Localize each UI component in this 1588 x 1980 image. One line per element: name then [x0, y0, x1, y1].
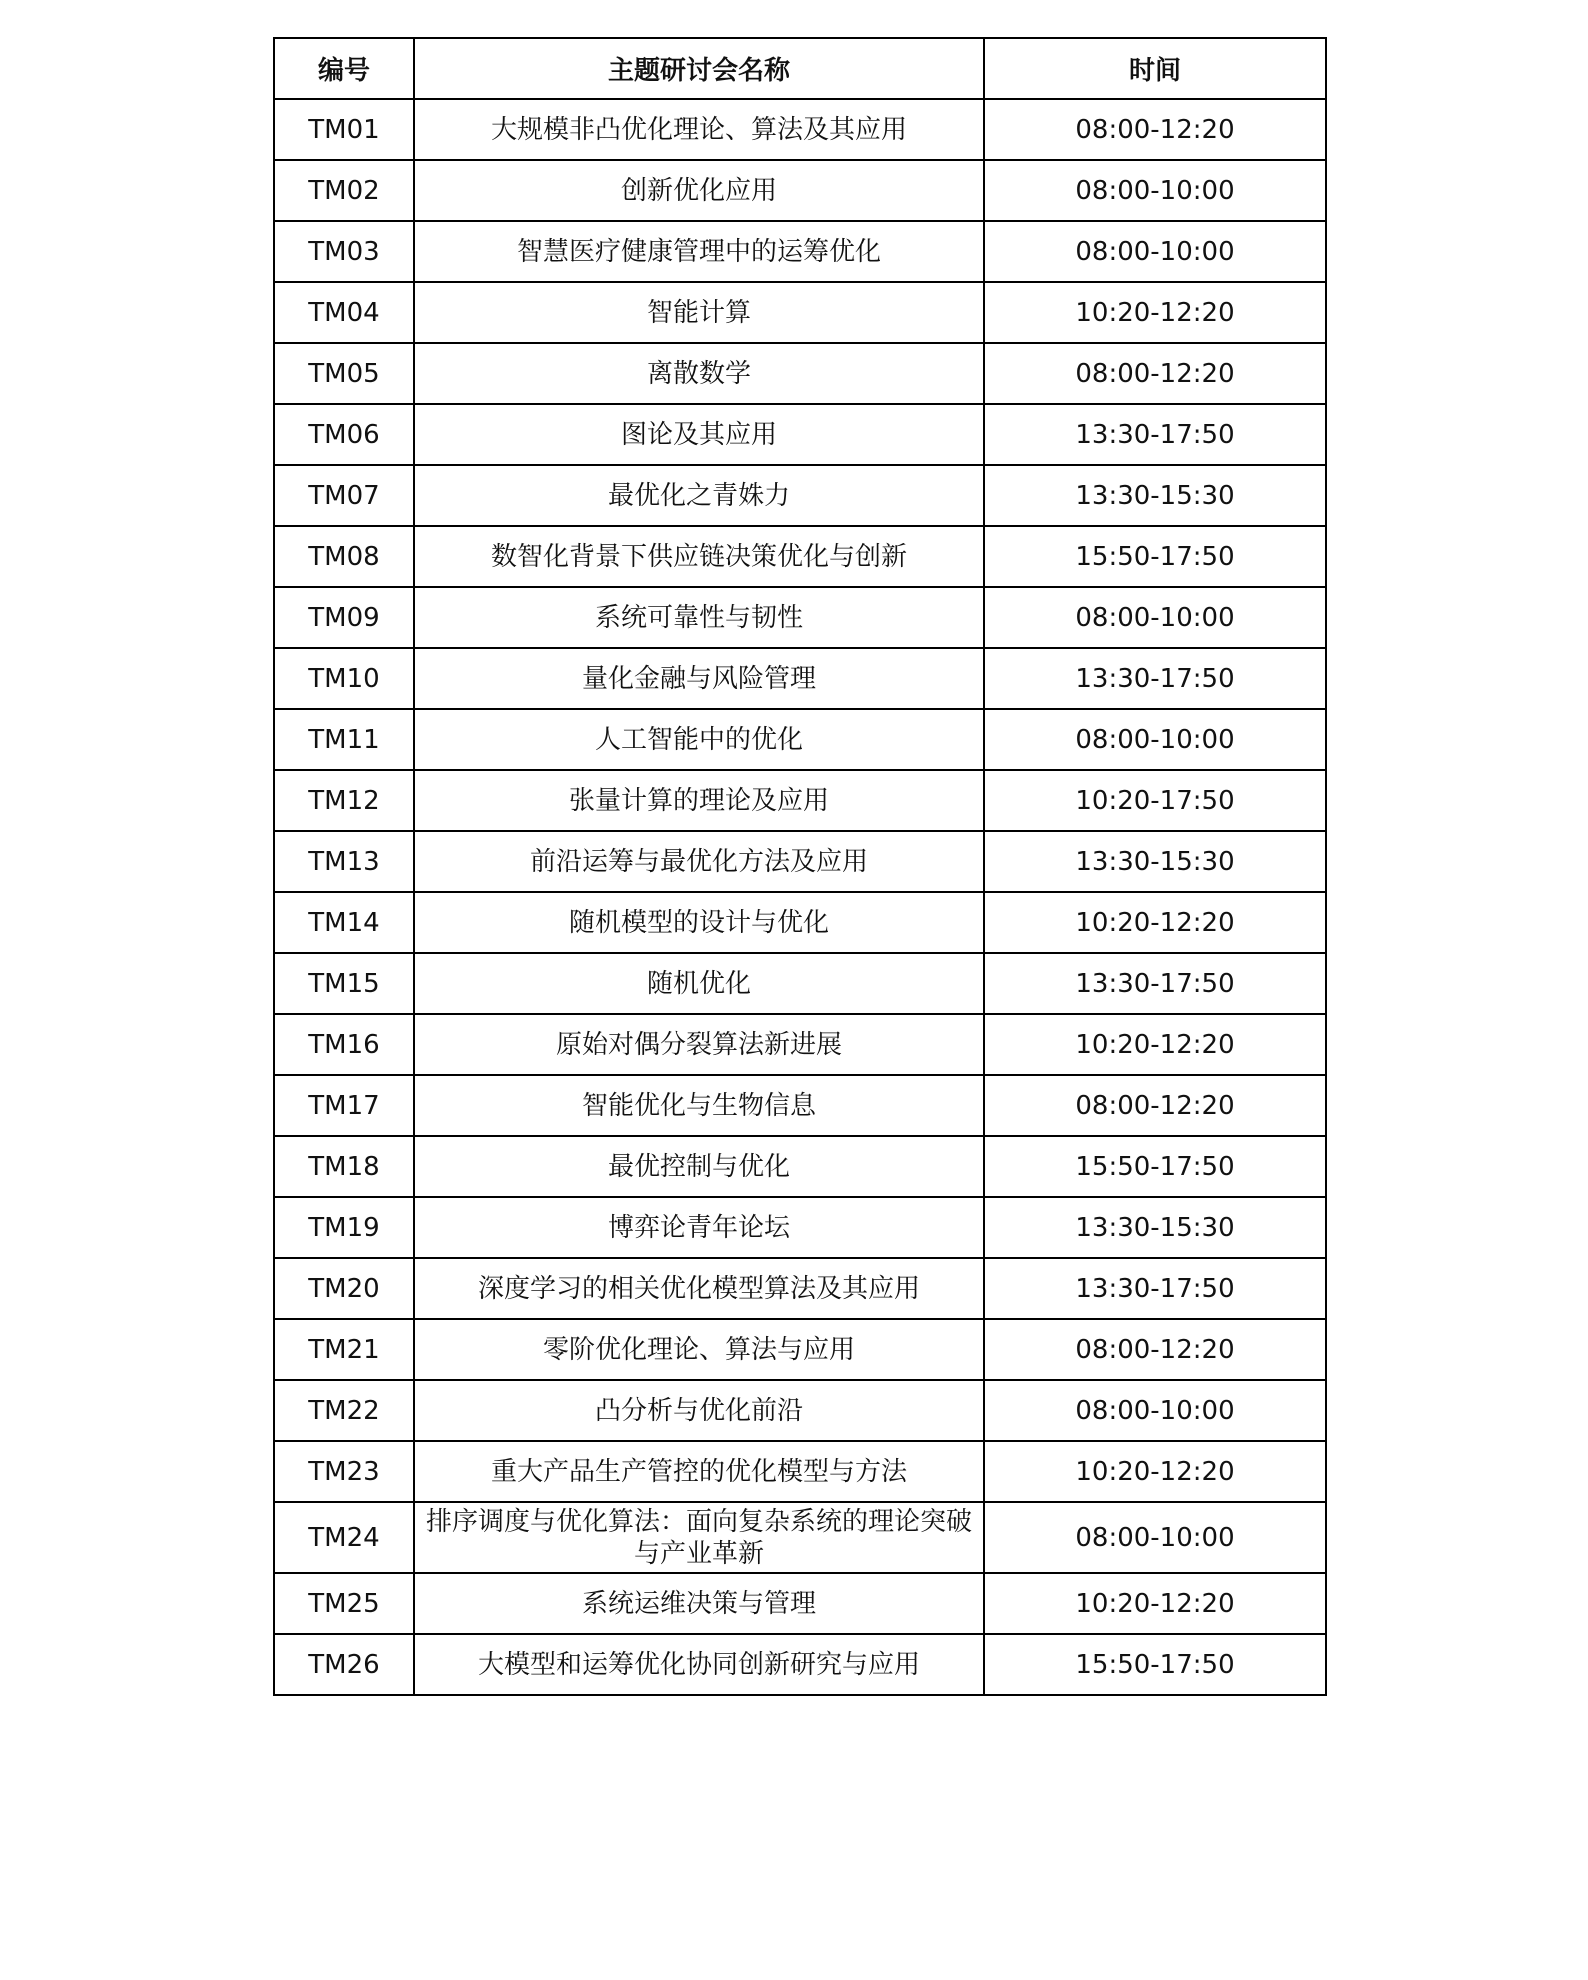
cell-code: TM15	[274, 953, 414, 1014]
cell-code: TM10	[274, 648, 414, 709]
cell-code: TM04	[274, 282, 414, 343]
table-row	[274, 1319, 1326, 1380]
table-row	[274, 221, 1326, 282]
cell-name: 张量计算的理论及应用	[414, 770, 984, 831]
cell-code: TM19	[274, 1197, 414, 1258]
cell-code: TM24	[274, 1502, 414, 1573]
table-row	[274, 1502, 1326, 1573]
cell-time: 08:00-10:00	[984, 1380, 1326, 1441]
cell-time: 08:00-10:00	[984, 709, 1326, 770]
cell-code: TM02	[274, 160, 414, 221]
cell-code: TM14	[274, 892, 414, 953]
table-row	[274, 343, 1326, 404]
cell-code: TM03	[274, 221, 414, 282]
cell-code: TM06	[274, 404, 414, 465]
cell-name: 随机优化	[414, 953, 984, 1014]
cell-name: 深度学习的相关优化模型算法及其应用	[414, 1258, 984, 1319]
table-row	[274, 1258, 1326, 1319]
cell-name: 大规模非凸优化理论、算法及其应用	[414, 99, 984, 160]
cell-name: 前沿运筹与最优化方法及应用	[414, 831, 984, 892]
table-row	[274, 587, 1326, 648]
table-row	[274, 1573, 1326, 1634]
cell-time: 10:20-12:20	[984, 1573, 1326, 1634]
cell-code: TM08	[274, 526, 414, 587]
cell-code: TM17	[274, 1075, 414, 1136]
header-name: 主题研讨会名称	[414, 38, 984, 99]
cell-time: 08:00-10:00	[984, 160, 1326, 221]
cell-time: 10:20-12:20	[984, 282, 1326, 343]
table-row	[274, 892, 1326, 953]
table-row	[274, 770, 1326, 831]
table-row	[274, 831, 1326, 892]
cell-name: 重大产品生产管控的优化模型与方法	[414, 1441, 984, 1502]
header-row	[274, 38, 1326, 99]
table-row	[274, 160, 1326, 221]
cell-time: 13:30-17:50	[984, 648, 1326, 709]
cell-code: TM26	[274, 1634, 414, 1695]
table-row	[274, 1441, 1326, 1502]
cell-name: 博弈论青年论坛	[414, 1197, 984, 1258]
cell-code: TM05	[274, 343, 414, 404]
cell-time: 08:00-10:00	[984, 1502, 1326, 1573]
cell-name: 最优控制与优化	[414, 1136, 984, 1197]
cell-code: TM09	[274, 587, 414, 648]
cell-time: 10:20-12:20	[984, 1014, 1326, 1075]
table-row	[274, 953, 1326, 1014]
cell-name: 离散数学	[414, 343, 984, 404]
cell-name: 智能优化与生物信息	[414, 1075, 984, 1136]
cell-name: 数智化背景下供应链决策优化与创新	[414, 526, 984, 587]
cell-time: 15:50-17:50	[984, 526, 1326, 587]
cell-name: 排序调度与优化算法：面向复杂系统的理论突破与产业革新	[414, 1502, 984, 1573]
cell-code: TM01	[274, 99, 414, 160]
cell-time: 08:00-12:20	[984, 99, 1326, 160]
cell-time: 10:20-12:20	[984, 1441, 1326, 1502]
table-row	[274, 648, 1326, 709]
header-time: 时间	[984, 38, 1326, 99]
cell-code: TM21	[274, 1319, 414, 1380]
cell-code: TM18	[274, 1136, 414, 1197]
cell-time: 10:20-12:20	[984, 892, 1326, 953]
cell-name: 原始对偶分裂算法新进展	[414, 1014, 984, 1075]
cell-time: 13:30-15:30	[984, 831, 1326, 892]
table-row	[274, 1634, 1326, 1695]
cell-time: 15:50-17:50	[984, 1136, 1326, 1197]
cell-code: TM12	[274, 770, 414, 831]
cell-code: TM13	[274, 831, 414, 892]
cell-time: 08:00-10:00	[984, 221, 1326, 282]
cell-time: 10:20-17:50	[984, 770, 1326, 831]
cell-code: TM25	[274, 1573, 414, 1634]
cell-time: 08:00-12:20	[984, 1319, 1326, 1380]
header-code: 编号	[274, 38, 414, 99]
cell-time: 15:50-17:50	[984, 1634, 1326, 1695]
cell-name: 量化金融与风险管理	[414, 648, 984, 709]
table-row	[274, 1075, 1326, 1136]
cell-code: TM20	[274, 1258, 414, 1319]
table-row	[274, 99, 1326, 160]
table-row	[274, 282, 1326, 343]
cell-name: 零阶优化理论、算法与应用	[414, 1319, 984, 1380]
cell-name: 智能计算	[414, 282, 984, 343]
table-row	[274, 1014, 1326, 1075]
cell-name: 系统可靠性与韧性	[414, 587, 984, 648]
cell-name: 创新优化应用	[414, 160, 984, 221]
cell-name: 大模型和运筹优化协同创新研究与应用	[414, 1634, 984, 1695]
cell-name: 最优化之青姝力	[414, 465, 984, 526]
cell-name: 系统运维决策与管理	[414, 1573, 984, 1634]
cell-code: TM23	[274, 1441, 414, 1502]
cell-name: 人工智能中的优化	[414, 709, 984, 770]
cell-time: 08:00-10:00	[984, 587, 1326, 648]
table-body	[274, 99, 1326, 1695]
table-row	[274, 1136, 1326, 1197]
cell-time: 13:30-17:50	[984, 953, 1326, 1014]
table-row	[274, 709, 1326, 770]
cell-time: 08:00-12:20	[984, 343, 1326, 404]
cell-time: 13:30-17:50	[984, 1258, 1326, 1319]
table-row	[274, 1197, 1326, 1258]
cell-time: 13:30-15:30	[984, 1197, 1326, 1258]
cell-time: 13:30-17:50	[984, 404, 1326, 465]
cell-name: 图论及其应用	[414, 404, 984, 465]
cell-name: 智慧医疗健康管理中的运筹优化	[414, 221, 984, 282]
cell-code: TM11	[274, 709, 414, 770]
cell-name: 凸分析与优化前沿	[414, 1380, 984, 1441]
cell-code: TM07	[274, 465, 414, 526]
workshop-schedule-table	[273, 37, 1327, 1696]
cell-name: 随机模型的设计与优化	[414, 892, 984, 953]
table-row	[274, 1380, 1326, 1441]
cell-code: TM22	[274, 1380, 414, 1441]
cell-time: 13:30-15:30	[984, 465, 1326, 526]
table-row	[274, 404, 1326, 465]
cell-time: 08:00-12:20	[984, 1075, 1326, 1136]
table-row	[274, 526, 1326, 587]
cell-code: TM16	[274, 1014, 414, 1075]
table-header	[274, 38, 1326, 99]
table-row	[274, 465, 1326, 526]
